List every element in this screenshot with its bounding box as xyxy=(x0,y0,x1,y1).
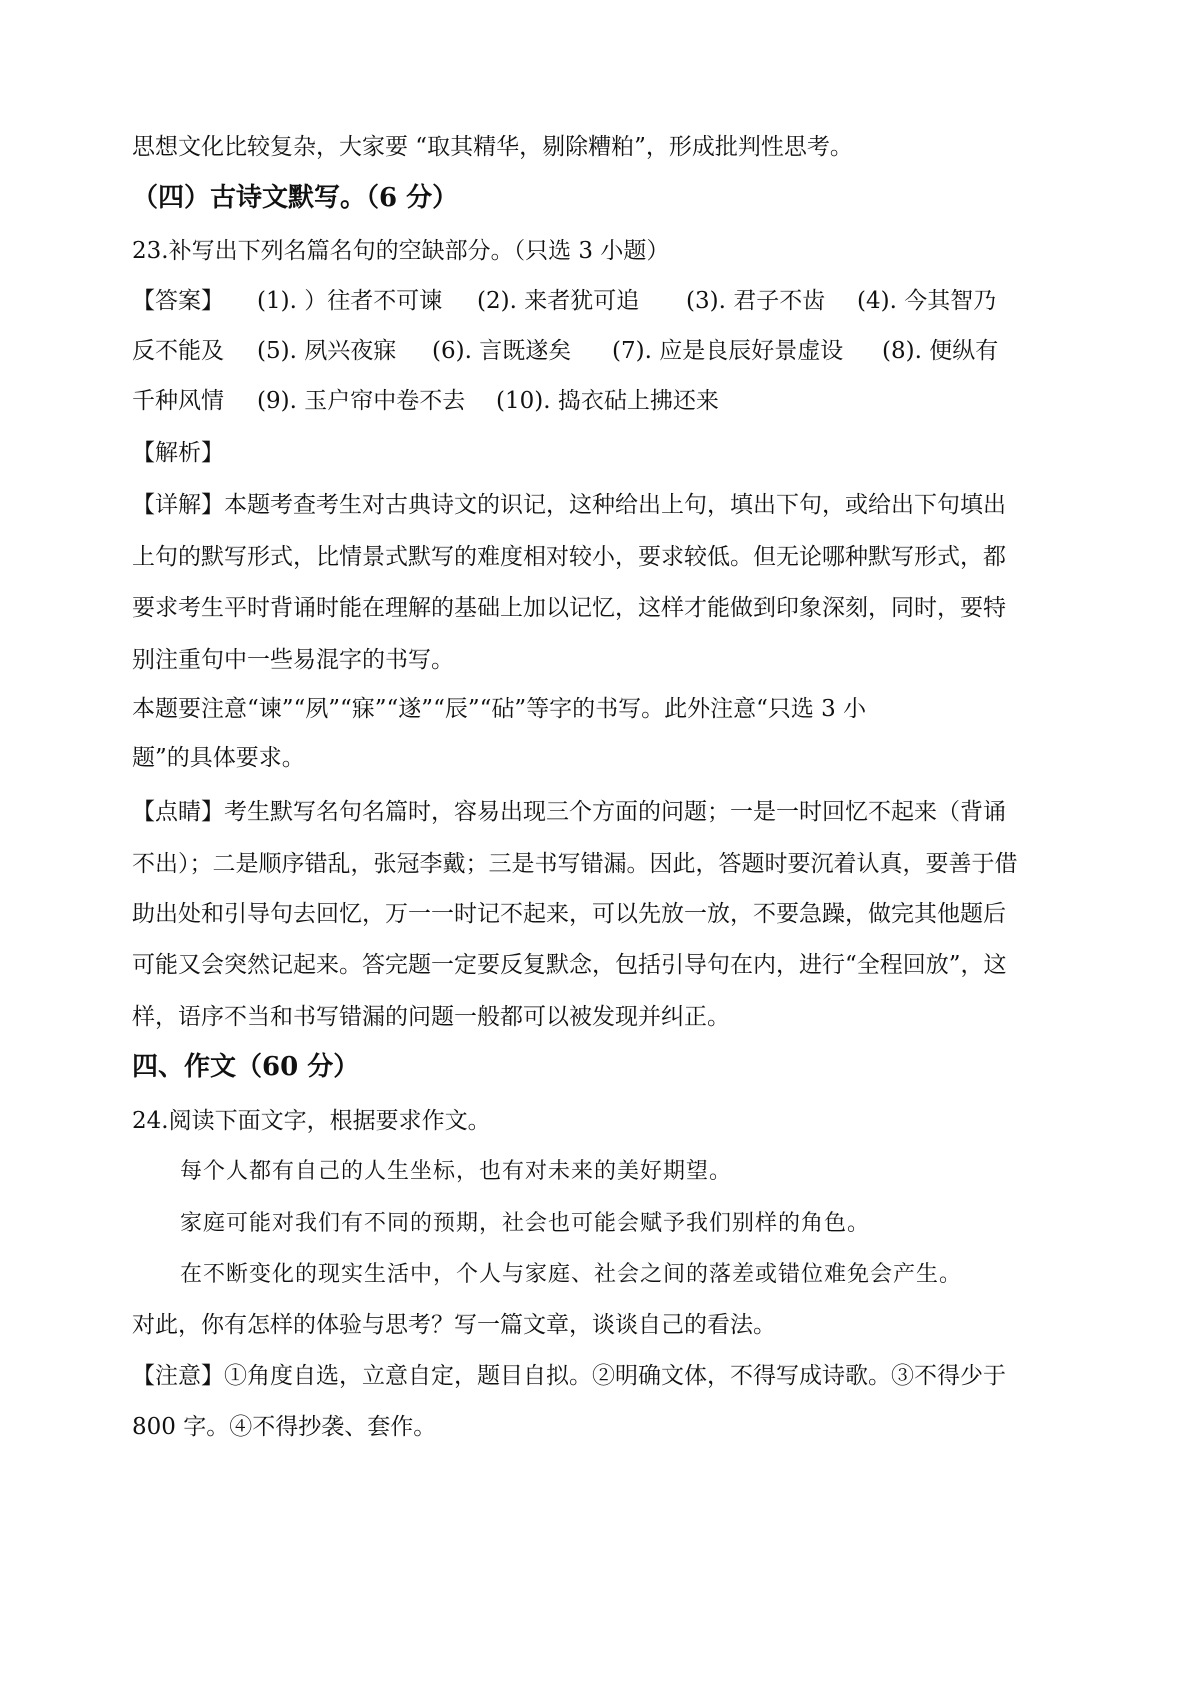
answer-item: (5). 夙兴夜寐 xyxy=(257,338,397,364)
text-line xyxy=(132,132,1080,162)
section-heading: 四、作文（60 分） xyxy=(132,1052,360,1082)
answer-label: 【答案】 xyxy=(132,288,224,314)
prompt-line: 家庭可能对我们有不同的预期，社会也可能会赋予我们别样的角色。 xyxy=(180,1211,871,1236)
text-line: 对此，你有怎样的体验与思考？写一篇文章，谈谈自己的看法。 xyxy=(132,1312,776,1338)
paragraph-text: 助出处和引导句去回忆，万一一时记不起来，可以先放一放，不要急躁，做完其他题后 xyxy=(132,901,1006,927)
text-line: 题”的具体要求。 xyxy=(132,745,305,771)
paragraph-text: 【注意】①角度自选，立意自定，题目自拟。②明确文体，不得写成诗歌。③不得少于 xyxy=(132,1363,1006,1389)
text-line: 样，语序不当和书写错漏的问题一般都可以被发现并纠正。 xyxy=(132,1004,730,1030)
prompt-line: 每个人都有自己的人生坐标，也有对未来的美好期望。 xyxy=(180,1159,733,1184)
answer-item: 反不能及 xyxy=(132,338,224,364)
paragraph-text: 上句的默写形式，比情景式默写的难度相对较小，要求较低。但无论哪种默写形式，都 xyxy=(132,544,1006,570)
paragraph-text: 【详解】本题考查考生对古典诗文的识记，这种给出上句，填出下句，或给出下句填出 xyxy=(132,492,1006,518)
prompt-line: 在不断变化的现实生活中，个人与家庭、社会之间的落差或错位难免会产生。 xyxy=(180,1262,963,1287)
text-line xyxy=(132,797,1080,827)
text-line: 别注重句中一些易混字的书写。 xyxy=(132,647,454,673)
paragraph-text: 可能又会突然记起来。答完题一定要反复默念，包括引导句在内，进行“全程回放”，这 xyxy=(132,952,1007,978)
text-line xyxy=(132,593,1080,623)
text-line xyxy=(132,849,1080,879)
answer-item: (10). 捣衣砧上拂还来 xyxy=(496,388,719,414)
paragraph-text: 【点睛】考生默写名句名篇时，容易出现三个方面的问题；一是一时回忆不起来（背诵 xyxy=(132,799,1006,825)
analysis-label: 【解析】 xyxy=(132,440,224,466)
question-24: 24.阅读下面文字，根据要求作文。 xyxy=(132,1108,491,1134)
paragraph-text: 不出）；二是顺序错乱，张冠李戴；三是书写错漏。因此，答题时要沉着认真，要善于借 xyxy=(132,851,1018,877)
answer-item: (8). 便纵有 xyxy=(882,338,999,364)
answer-item: (1). ）往者不可谏 xyxy=(257,288,443,314)
text-line xyxy=(132,542,1080,572)
section-heading: （四）古诗文默写。（6 分） xyxy=(132,183,459,213)
text-line: 800 字。④不得抄袭、套作。 xyxy=(132,1414,437,1440)
text-line: 本题要注意“谏”“夙”“寐”“遂”“辰”“砧”等字的书写。此外注意“只选 3 小 xyxy=(132,696,867,722)
question-23: 23.补写出下列名篇名句的空缺部分。（只选 3 小题） xyxy=(132,238,670,264)
answer-item: (2). 来者犹可追 xyxy=(477,288,640,314)
answer-item: (3). 君子不齿 xyxy=(686,288,826,314)
answer-item: (6). 言既遂矣 xyxy=(432,338,572,364)
answer-item: (4). 今其智乃 xyxy=(857,288,997,314)
answer-item: (9). 玉户帘中卷不去 xyxy=(257,388,466,414)
answer-item: 千种风情 xyxy=(132,388,224,414)
text-line xyxy=(132,1361,1080,1391)
paragraph-text: 思想文化比较复杂，大家要 “取其精华，剔除糟粕”，形成批判性思考。 xyxy=(132,134,853,160)
text-line xyxy=(132,490,1080,520)
answer-item: (7). 应是良辰好景虚设 xyxy=(612,338,844,364)
text-line xyxy=(132,950,1080,980)
paragraph-text: 要求考生平时背诵时能在理解的基础上加以记忆，这样才能做到印象深刻，同时，要特 xyxy=(132,595,1006,621)
text-line xyxy=(132,899,1080,929)
